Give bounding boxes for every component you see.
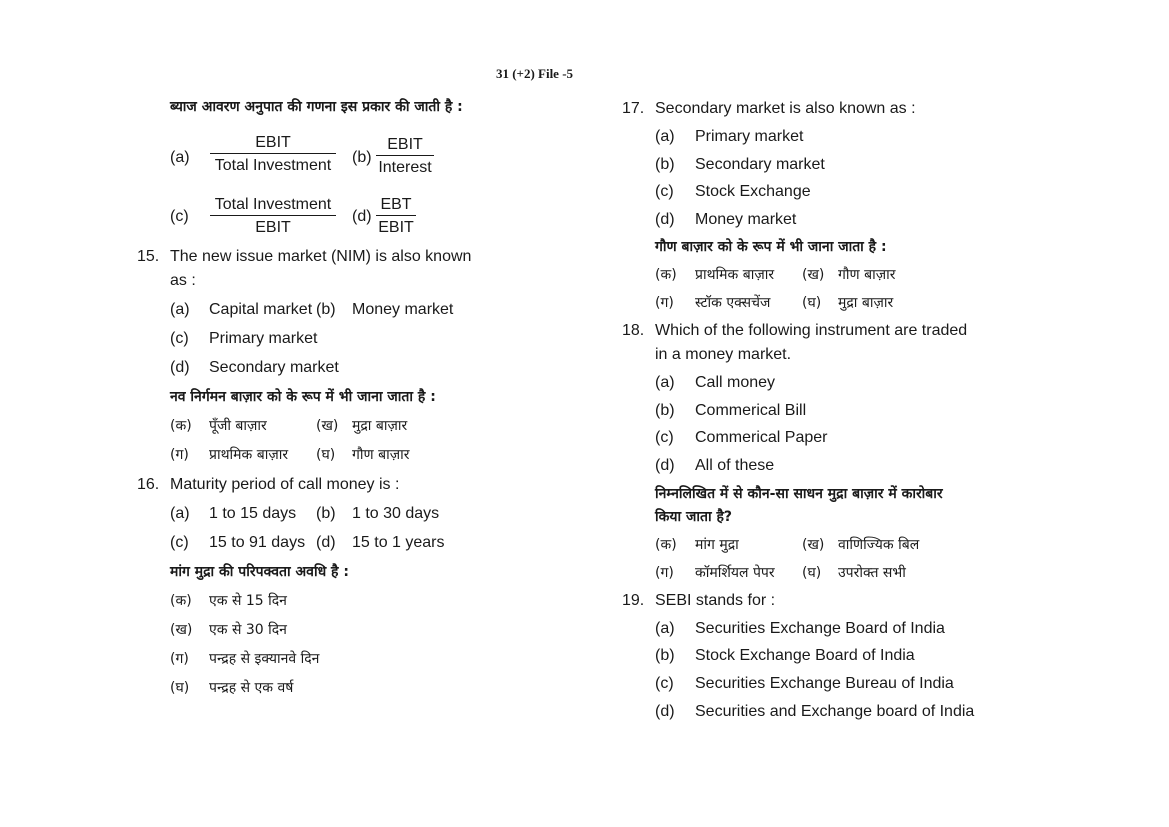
q15-hindi-option-b: मुद्रा बाज़ार xyxy=(352,418,408,434)
q19-option-c-label: (c) xyxy=(655,675,674,692)
q19-option-b-label: (b) xyxy=(655,647,675,664)
q16-hindi-option-d-label: (घ) xyxy=(170,680,190,696)
q14-option-a-fraction xyxy=(210,133,336,175)
q19-stem: SEBI stands for : xyxy=(655,592,776,609)
q14-hindi-stem: ब्याज आवरण अनुपात की गणना इस प्रकार की जाती है : xyxy=(170,99,463,115)
q14-option-b-numerator: EBIT xyxy=(376,135,434,156)
q14-option-d-fraction xyxy=(376,195,416,237)
q17-hindi-option-a: प्राथमिक बाज़ार xyxy=(695,267,775,283)
q16-hindi-option-a: एक से 15 दिन xyxy=(209,593,287,609)
q19-option-a-label: (a) xyxy=(655,620,675,637)
q19-option-a: Securities Exchange Board of India xyxy=(695,620,945,637)
q17-hindi-option-b-label: (ख) xyxy=(802,267,825,283)
q18-hindi-option-d: उपरोक्त सभी xyxy=(838,565,906,581)
q14-option-c-fraction xyxy=(210,195,336,237)
q15-option-a-label: (a) xyxy=(170,301,190,318)
q17-hindi-option-d: मुद्रा बाज़ार xyxy=(838,295,894,311)
q14-option-d-numerator: EBT xyxy=(376,195,416,216)
q15-option-c: Primary market xyxy=(209,330,318,347)
q18-stem-line1: Which of the following instrument are traded xyxy=(655,322,968,339)
q18-option-c-label: (c) xyxy=(655,429,674,446)
q15-hindi-option-d: गौण बाज़ार xyxy=(352,447,410,463)
q17-option-b-label: (b) xyxy=(655,156,675,173)
q16-option-d: 15 to 1 years xyxy=(352,534,445,551)
q16-option-a: 1 to 15 days xyxy=(209,505,297,522)
q19-option-d-label: (d) xyxy=(655,703,675,720)
q17-option-d: Money market xyxy=(695,211,797,228)
q14-option-a-numerator: EBIT xyxy=(210,133,336,154)
q15-option-c-label: (c) xyxy=(170,330,189,347)
q17-option-b: Secondary market xyxy=(695,156,825,173)
q16-option-b-label: (b) xyxy=(316,505,336,522)
q14-option-b-denominator: Interest xyxy=(378,159,432,176)
q15-hindi-option-c-label: (ग) xyxy=(170,447,189,463)
q17-option-c: Stock Exchange xyxy=(695,183,811,200)
q16-option-c: 15 to 91 days xyxy=(209,534,306,551)
q18-option-b-label: (b) xyxy=(655,402,675,419)
q19-option-c: Securities Exchange Bureau of India xyxy=(695,675,954,692)
q14-option-d-denominator: EBIT xyxy=(378,219,414,236)
q15-number: 15. xyxy=(137,248,160,265)
q15-option-d: Secondary market xyxy=(209,359,339,376)
q17-hindi-option-c-label: (ग) xyxy=(655,295,674,311)
q18-number: 18. xyxy=(622,322,645,339)
q18-hindi-option-b: वाणिज्यिक बिल xyxy=(838,537,920,553)
q17-hindi-option-d-label: (घ) xyxy=(802,295,822,311)
q15-option-a: Capital market xyxy=(209,301,313,318)
q14-option-b-fraction xyxy=(376,135,434,177)
q14-option-b-label: (b) xyxy=(352,149,372,166)
q18-option-c: Commerical Paper xyxy=(695,429,828,446)
q18-option-a: Call money xyxy=(695,374,776,391)
q14-option-c-label: (c) xyxy=(170,208,189,225)
q15-hindi-option-c: प्राथमिक बाज़ार xyxy=(209,447,289,463)
q14-option-a-denominator: Total Investment xyxy=(214,157,332,174)
q19-option-b: Stock Exchange Board of India xyxy=(695,647,915,664)
q19-option-d: Securities and Exchange board of India xyxy=(695,703,975,720)
q16-stem: Maturity period of call money is : xyxy=(170,476,400,493)
q18-hindi-option-d-label: (घ) xyxy=(802,565,822,581)
q16-hindi-option-d: पन्द्रह से एक वर्ष xyxy=(209,680,294,696)
q14-option-c-numerator: Total Investment xyxy=(210,195,336,216)
q16-hindi-option-b: एक से 30 दिन xyxy=(209,622,287,638)
q15-option-d-label: (d) xyxy=(170,359,190,376)
q18-option-a-label: (a) xyxy=(655,374,675,391)
q16-hindi-option-b-label: (ख) xyxy=(170,622,193,638)
q16-hindi-option-c: पन्द्रह से इक्यानवे दिन xyxy=(209,651,320,667)
q17-hindi-stem: गौण बाज़ार को के रूप में भी जाना जाता है : xyxy=(655,239,887,255)
q16-hindi-stem: मांग मुद्रा की परिपक्वता अवधि है : xyxy=(170,564,349,580)
q15-option-b: Money market xyxy=(352,301,454,318)
q18-hindi-stem-line1: निम्नलिखित में से कौन-सा साधन मुद्रा बाज़ार में कारोबार xyxy=(655,486,943,502)
q15-hindi-option-d-label: (घ) xyxy=(316,447,336,463)
q14-option-c-denominator: EBIT xyxy=(255,219,291,236)
q15-hindi-option-b-label: (ख) xyxy=(316,418,339,434)
q17-option-d-label: (d) xyxy=(655,211,675,228)
q18-hindi-option-a-label: (क) xyxy=(655,537,677,553)
q17-hindi-option-b: गौण बाज़ार xyxy=(838,267,896,283)
q17-hindi-option-c: स्टॉक एक्सचेंज xyxy=(695,295,771,311)
q14-option-a-label: (a) xyxy=(170,149,190,166)
q17-hindi-option-a-label: (क) xyxy=(655,267,677,283)
q16-hindi-option-c-label: (ग) xyxy=(170,651,189,667)
q16-hindi-option-a-label: (क) xyxy=(170,593,192,609)
q18-hindi-option-c-label: (ग) xyxy=(655,565,674,581)
q16-number: 16. xyxy=(137,476,160,493)
q16-option-b: 1 to 30 days xyxy=(352,505,440,522)
q18-stem-line2: in a money market. xyxy=(655,346,792,363)
q15-hindi-option-a-label: (क) xyxy=(170,418,192,434)
q17-option-a-label: (a) xyxy=(655,128,675,145)
q16-option-a-label: (a) xyxy=(170,505,190,522)
q17-stem: Secondary market is also known as : xyxy=(655,100,916,117)
q18-hindi-option-a: मांग मुद्रा xyxy=(695,537,739,553)
q18-option-d: All of these xyxy=(695,457,775,474)
q16-option-c-label: (c) xyxy=(170,534,189,551)
q19-number: 19. xyxy=(622,592,645,609)
q17-option-c-label: (c) xyxy=(655,183,674,200)
q18-hindi-stem-line2: किया जाता है? xyxy=(655,509,733,525)
q15-hindi-option-a: पूँजी बाज़ार xyxy=(209,418,267,434)
q18-option-d-label: (d) xyxy=(655,457,675,474)
q15-stem-line1: The new issue market (NIM) is also known xyxy=(170,248,472,265)
q18-hindi-option-b-label: (ख) xyxy=(802,537,825,553)
page-header: 31 (+2) File -5 xyxy=(495,66,574,81)
q15-hindi-stem: नव निर्गमन बाज़ार को के रूप में भी जाना जाता है : xyxy=(170,389,436,405)
q16-option-d-label: (d) xyxy=(316,534,336,551)
q17-number: 17. xyxy=(622,100,645,117)
q15-option-b-label: (b) xyxy=(316,301,336,318)
q18-hindi-option-c: कॉमर्शियल पेपर xyxy=(695,565,775,581)
q18-option-b: Commerical Bill xyxy=(695,402,807,419)
q14-option-d-label: (d) xyxy=(352,208,372,225)
q15-stem-line2: as : xyxy=(170,272,196,289)
q17-option-a: Primary market xyxy=(695,128,804,145)
